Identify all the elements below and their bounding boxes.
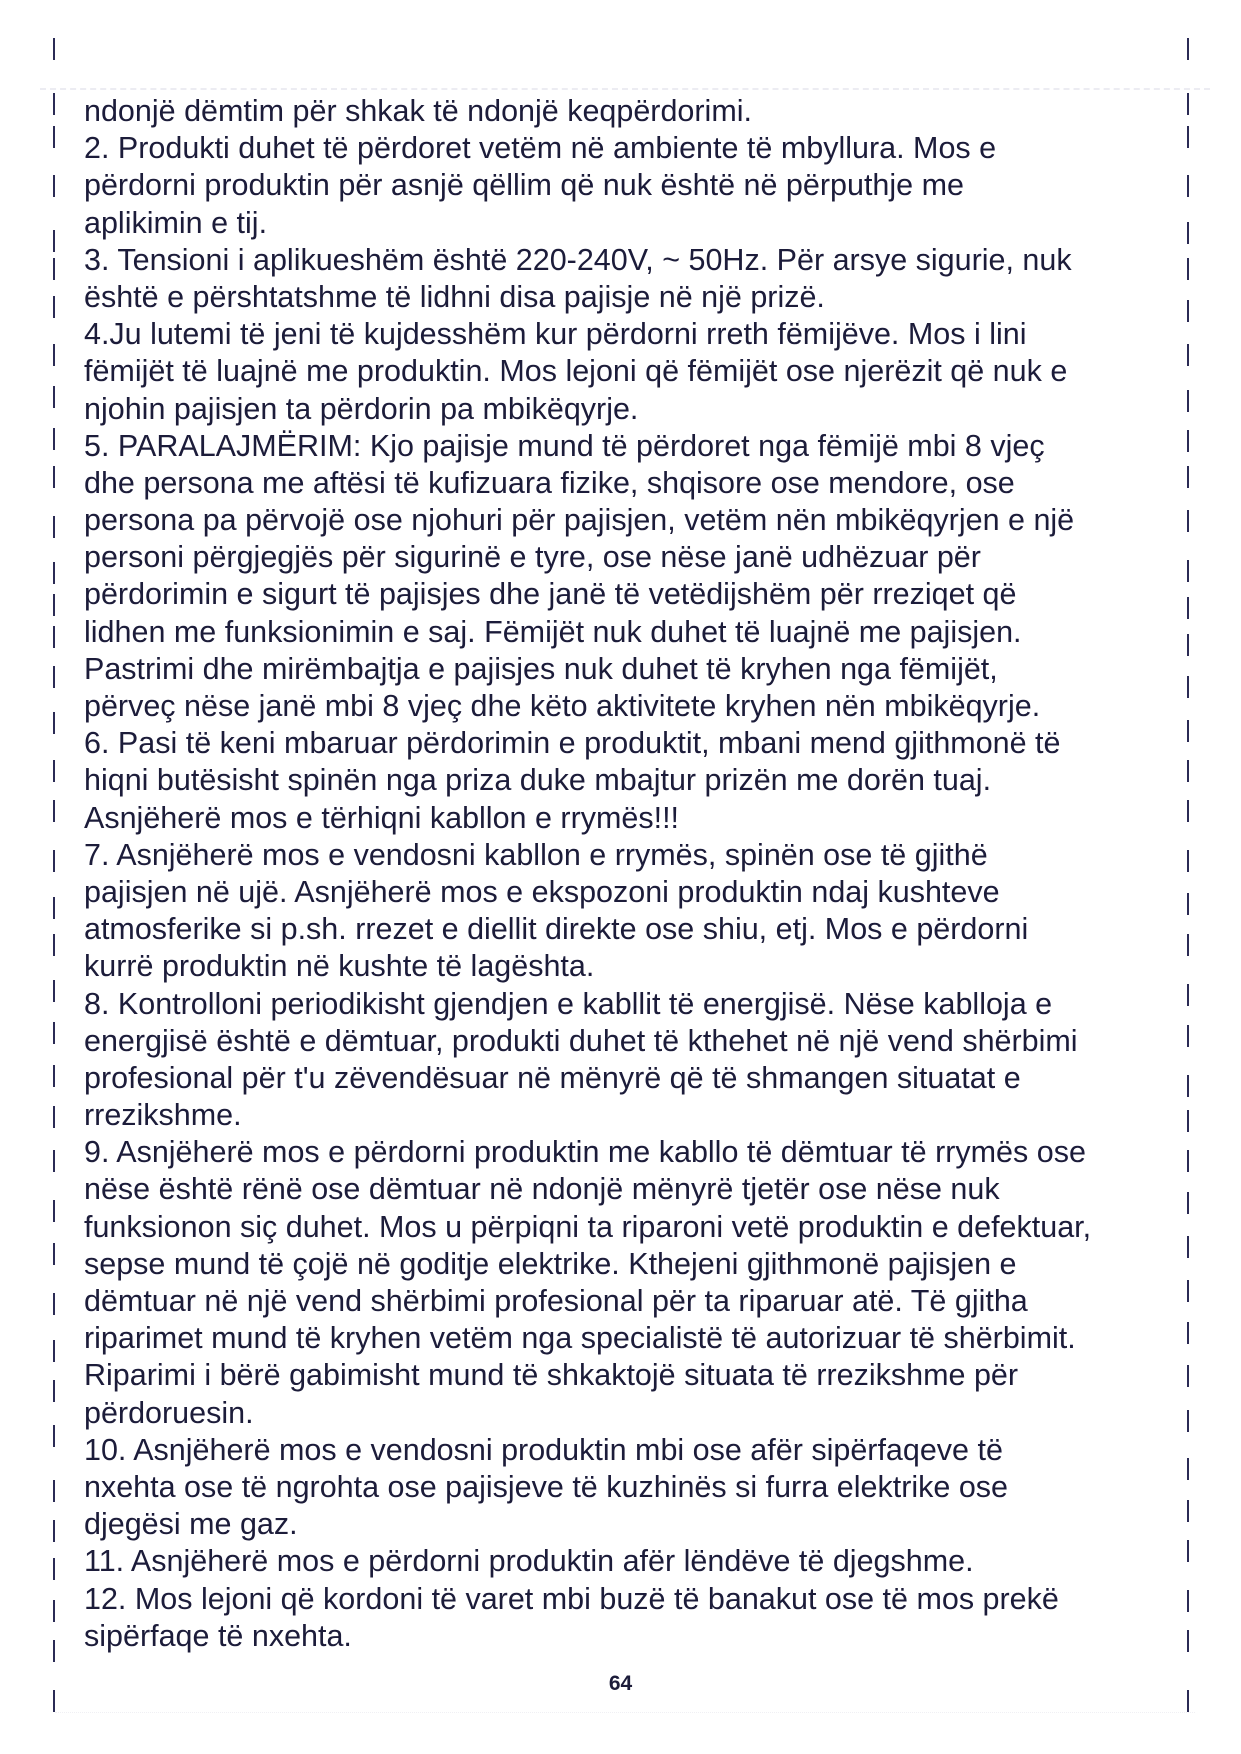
margin-tick — [53, 1150, 55, 1172]
margin-tick — [53, 1640, 55, 1662]
margin-tick — [1187, 222, 1189, 244]
text-line: nëse është rënë ose dëmtuar në ndonjë mënyrë tjetër ose nëse nuk — [84, 1172, 1000, 1207]
margin-tick — [1187, 1236, 1189, 1258]
text-line: 5. PARALAJMËRIM: Kjo pajisje mund të përdoret nga fëmijë mbi 8 vjeç — [84, 428, 1045, 463]
margin-tick — [53, 1200, 55, 1222]
text-line: riparimet mund të kryhen vetëm nga specialistë të autorizuar të shërbimit. — [84, 1321, 1076, 1356]
text-line: djegësi me gaz. — [84, 1507, 298, 1542]
margin-tick — [1187, 893, 1189, 915]
margin-tick — [53, 386, 55, 408]
text-line: aplikimin e tij. — [84, 205, 268, 240]
text-line: sepse mund të çojë në goditje elektrike. Kthejeni gjithmonë pajisjen e — [84, 1246, 1017, 1281]
text-line: rrezikshme. — [84, 1098, 242, 1133]
margin-tick — [1187, 300, 1189, 322]
margin-tick — [53, 296, 55, 318]
text-line: 3. Tensioni i aplikueshëm është 220-240V, ~ 50Hz. Për arsye sigurie, nuk — [84, 242, 1072, 277]
text-line: profesional për t'u zëvendësuar në mënyrë që të shmangen situatat e — [84, 1060, 1021, 1095]
text-line: Riparimi i bërë gabimisht mund të shkaktojë situata të rrezikshme për — [84, 1358, 1019, 1393]
text-line: atmosferike si p.sh. rrezet e diellit direkte ose shiu, etj. Mos e përdorni — [84, 912, 1029, 947]
margin-tick — [53, 760, 55, 782]
margin-tick — [1187, 1322, 1189, 1344]
margin-tick — [1187, 597, 1189, 619]
text-line: pajisjen në ujë. Asnjëherë mos e ekspozoni produktin ndaj kushteve — [84, 874, 1000, 909]
margin-tick — [53, 897, 55, 919]
margin-tick — [53, 626, 55, 648]
margin-tick — [1187, 1280, 1189, 1302]
margin-tick — [53, 1340, 55, 1362]
left-margin-ticks — [53, 0, 57, 1754]
text-line: kurrë produktin në kushte të lagështa. — [84, 949, 595, 984]
text-line: lidhen me funksionimin e saj. Fëmijët nuk duhet të luajnë me pajisjen. — [84, 614, 1022, 649]
page-number: 64 — [608, 1672, 633, 1695]
margin-tick — [53, 562, 55, 584]
margin-tick — [53, 666, 55, 688]
margin-tick — [53, 934, 55, 956]
margin-tick — [1187, 634, 1189, 656]
text-line: përdoruesin. — [84, 1395, 254, 1430]
text-line: 9. Asnjëherë mos e përdorni produktin me kabllo të dëmtuar të rrymës ose — [84, 1135, 1086, 1170]
text-line: 8. Kontrolloni periodikisht gjendjen e kabllit të energjisë. Nëse kablloja e — [84, 986, 1053, 1021]
text-line: hiqni butësisht spinën nga priza duke mbajtur prizën me dorën tuaj. — [84, 763, 992, 798]
margin-tick — [1187, 1590, 1189, 1612]
text-line: sipërfaqe të nxehta. — [84, 1618, 352, 1653]
margin-tick — [1187, 38, 1189, 60]
margin-tick — [53, 93, 55, 115]
margin-tick — [1187, 93, 1189, 115]
text-line: është e përshtatshme të lidhni disa pajisje në një prizë. — [84, 279, 825, 314]
safety-instructions-text — [84, 93, 1184, 1655]
margin-tick — [53, 1106, 55, 1128]
margin-tick — [53, 1380, 55, 1402]
margin-tick — [1187, 760, 1189, 782]
margin-tick — [53, 428, 55, 450]
margin-tick — [53, 594, 55, 616]
text-line: persona pa përvojë ose njohuri për pajisjen, vetëm nën mbikëqyrjen e një — [84, 503, 1075, 538]
bottom-dotted-guide — [55, 1712, 1195, 1713]
text-line: ndonjë dëmtim për shkak të ndonjë keqpërdorimi. — [84, 94, 752, 128]
margin-tick — [1187, 1192, 1189, 1214]
margin-tick — [1187, 1110, 1189, 1132]
margin-tick — [1187, 1540, 1189, 1562]
margin-tick — [53, 175, 55, 197]
text-line: dëmtuar në një vend shërbimi profesional për ta riparuar atë. Të gjitha — [84, 1284, 1028, 1318]
margin-tick — [1187, 466, 1189, 488]
margin-tick — [1187, 560, 1189, 582]
margin-tick — [53, 258, 55, 280]
margin-tick — [1187, 1458, 1189, 1480]
margin-tick — [53, 1022, 55, 1044]
margin-tick — [1187, 390, 1189, 412]
margin-tick — [53, 1243, 55, 1265]
margin-tick — [53, 126, 55, 148]
text-line: përdorimin e sigurt të pajisjes dhe janë të vetëdijshëm për rreziqet që — [84, 577, 1017, 612]
margin-tick — [1187, 1150, 1189, 1172]
margin-tick — [1187, 934, 1189, 956]
margin-tick — [53, 230, 55, 252]
margin-tick — [1187, 1410, 1189, 1432]
margin-tick — [53, 38, 55, 60]
text-line: 7. Asnjëherë mos e vendosni kabllon e rrymës, spinën ose të gjithë — [84, 837, 988, 872]
text-line: personi përgjegjës për sigurinë e tyre, ose nëse janë udhëzuar për — [84, 540, 981, 575]
margin-tick — [53, 1065, 55, 1087]
margin-tick — [53, 712, 55, 734]
margin-tick — [1187, 430, 1189, 452]
text-line: fëmijët të luajnë me produktin. Mos lejoni që fëmijët ose njerëzit që nuk e — [84, 354, 1068, 389]
margin-tick — [1187, 720, 1189, 742]
margin-tick — [1187, 1365, 1189, 1387]
text-line: përdorni produktin për asnjë qëllim që nuk është në përputhje me — [84, 168, 964, 203]
margin-tick — [53, 466, 55, 488]
text-line: 11. Asnjëherë mos e përdorni produktin afër lëndëve të djegshme. — [84, 1544, 974, 1579]
text-line: 12. Mos lejoni që kordoni të varet mbi buzë të banakut ose të mos prekë — [84, 1581, 1059, 1616]
margin-tick — [53, 1480, 55, 1502]
margin-tick — [53, 980, 55, 1002]
text-line: 10. Asnjëherë mos e vendosni produktin mbi ose afër sipërfaqeve të — [84, 1432, 1003, 1467]
margin-tick — [53, 344, 55, 366]
text-line: funksionon siç duhet. Mos u përpiqni ta riparoni vetë produktin e defektuar, — [84, 1209, 1092, 1244]
margin-tick — [1187, 984, 1189, 1006]
text-line: energjisë është e dëmtuar, produkti duhet të kthehet në një vend shërbimi — [84, 1023, 1078, 1058]
margin-tick — [1187, 344, 1189, 366]
margin-tick — [1187, 1500, 1189, 1522]
margin-tick — [1187, 175, 1189, 197]
right-margin-ticks — [1187, 0, 1191, 1754]
text-line: 4.Ju lutemi të jeni të kujdesshëm kur përdorni rreth fëmijëve. Mos i lini — [84, 317, 1027, 352]
margin-tick — [1187, 126, 1189, 148]
margin-tick — [1187, 850, 1189, 872]
margin-tick — [53, 1293, 55, 1315]
margin-tick — [1187, 1025, 1189, 1047]
margin-tick — [53, 516, 55, 538]
margin-tick — [53, 800, 55, 822]
margin-tick — [1187, 510, 1189, 532]
text-line: nxehta ose të ngrohta ose pajisjeve të kuzhinës si furra elektrike ose — [84, 1469, 1008, 1504]
margin-tick — [1187, 258, 1189, 280]
text-line: 2. Produkti duhet të përdoret vetëm në ambiente të mbyllura. Mos e — [84, 131, 997, 166]
margin-tick — [53, 850, 55, 872]
text-line: 6. Pasi të keni mbaruar përdorimin e produktit, mbani mend gjithmonë të — [84, 726, 1061, 761]
text-line: Asnjëherë mos e tërhiqni kabllon e rrymës!!! — [84, 800, 680, 835]
margin-tick — [53, 1558, 55, 1580]
margin-tick — [53, 1425, 55, 1447]
margin-tick — [1187, 1630, 1189, 1652]
margin-tick — [53, 1600, 55, 1622]
margin-tick — [1187, 676, 1189, 698]
text-line: dhe persona me aftësi të kufizuara fizike, shqisore ose mendore, ose — [84, 465, 1015, 500]
text-line: njohin pajisjen ta përdorin pa mbikëqyrje. — [84, 391, 639, 426]
text-line: Pastrimi dhe mirëmbajtja e pajisjes nuk duhet të kryhen nga fëmijët, — [84, 651, 998, 686]
text-line: përveç nëse janë mbi 8 vjeç dhe këto aktivitete kryhen nën mbikëqyrje. — [84, 689, 1041, 723]
margin-tick — [53, 1520, 55, 1542]
margin-tick — [1187, 800, 1189, 822]
top-dashed-guide — [40, 88, 1210, 90]
margin-tick — [1187, 1075, 1189, 1097]
